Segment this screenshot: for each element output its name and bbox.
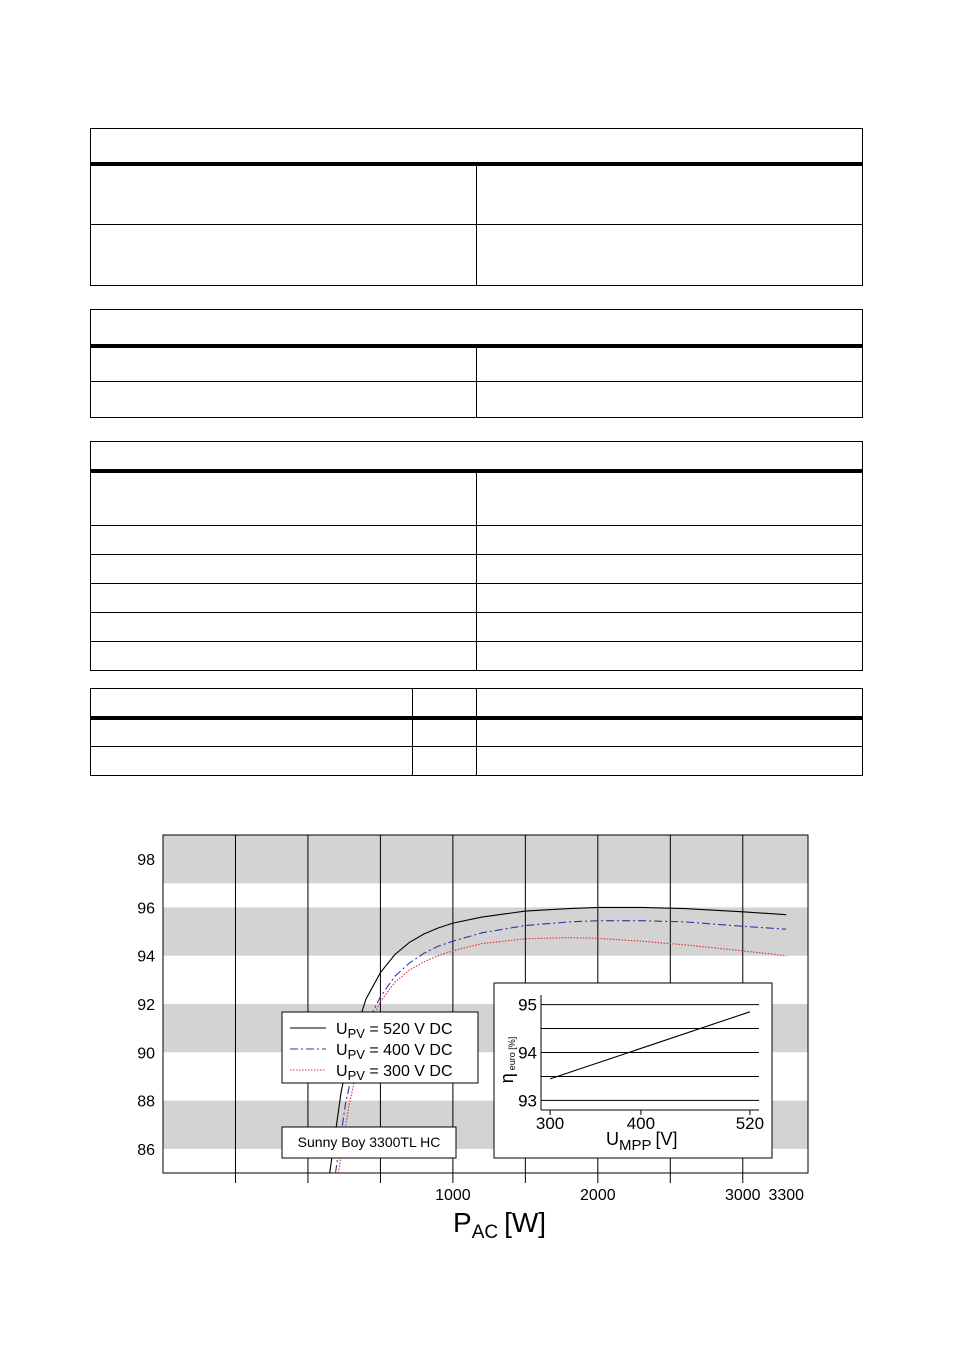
table-header-cell bbox=[477, 689, 863, 718]
legend bbox=[282, 1012, 478, 1083]
table-cell bbox=[477, 346, 863, 382]
table-cell bbox=[477, 642, 863, 671]
table-cell bbox=[91, 382, 477, 418]
y-tick-label: 92 bbox=[137, 997, 155, 1014]
table-cell bbox=[91, 718, 413, 747]
table-4 bbox=[90, 688, 863, 776]
x-tick-labels bbox=[435, 1187, 804, 1204]
table-cell bbox=[477, 225, 863, 286]
table-cell bbox=[477, 718, 863, 747]
efficiency-chart bbox=[0, 820, 954, 1280]
table-header bbox=[91, 129, 863, 164]
table-cell bbox=[413, 718, 477, 747]
x-tick-label: 3300 bbox=[768, 1187, 805, 1204]
x-axis-label: $P_{AC}$ [W] bbox=[453, 1207, 547, 1243]
plot-band bbox=[163, 835, 808, 883]
table-header-cell bbox=[91, 689, 413, 718]
y-tick-label: 96 bbox=[137, 900, 155, 918]
legend-label: $U_{PV} = 300$ V DC bbox=[336, 1063, 453, 1083]
table-cell bbox=[91, 613, 477, 642]
table-cell bbox=[91, 642, 477, 671]
table-2 bbox=[90, 309, 863, 418]
table-cell bbox=[91, 164, 477, 225]
table-cell bbox=[477, 471, 863, 526]
inset-chart bbox=[494, 983, 772, 1158]
table-header bbox=[91, 442, 863, 471]
table-cell bbox=[91, 346, 477, 382]
inset-y-tick-label: 93 bbox=[518, 1091, 537, 1111]
model-annotation bbox=[282, 1127, 456, 1158]
table-cell bbox=[477, 613, 863, 642]
inset-y-tick-label: 94 bbox=[518, 1043, 537, 1063]
x-tick-label: 3000 bbox=[724, 1187, 761, 1204]
x-tick-label: 2000 bbox=[580, 1187, 616, 1204]
table-header-cell bbox=[413, 689, 477, 718]
y-tick-label: 90 bbox=[137, 1045, 155, 1063]
y-tick-label: 88 bbox=[137, 1093, 155, 1111]
y-tick-label: 94 bbox=[137, 948, 155, 966]
x-tick-label: 1000 bbox=[435, 1187, 471, 1204]
table-cell bbox=[477, 164, 863, 225]
table-cell bbox=[477, 747, 863, 776]
table-3 bbox=[90, 441, 863, 671]
legend-label: $U_{PV} = 520$ V DC bbox=[336, 1021, 453, 1041]
inset-x-tick-label: 520 bbox=[735, 1114, 765, 1133]
table-1 bbox=[90, 128, 863, 286]
table-cell bbox=[91, 584, 477, 613]
table-cell bbox=[91, 747, 413, 776]
table-header bbox=[91, 310, 863, 346]
table-cell bbox=[477, 555, 863, 584]
table-cell bbox=[477, 526, 863, 555]
inset-x-tick-label: 300 bbox=[535, 1114, 565, 1133]
inset-y-tick-label: 95 bbox=[518, 995, 537, 1015]
inset-x-axis-label: $U_{MPP}$ [V] bbox=[606, 1129, 678, 1154]
legend-label: $U_{PV} = 400$ V DC bbox=[336, 1042, 453, 1062]
inset-y-axis-label: ηeuro [%] bbox=[497, 1036, 517, 1084]
table-cell bbox=[91, 471, 477, 526]
table-cell bbox=[91, 225, 477, 286]
table-cell bbox=[477, 382, 863, 418]
y-tick-labels bbox=[137, 852, 155, 1159]
table-cell bbox=[91, 526, 477, 555]
y-tick-label: 98 bbox=[137, 852, 155, 870]
table-cell bbox=[477, 584, 863, 613]
inset-x-tick-label: 400 bbox=[626, 1114, 656, 1133]
annotation-text: Sunny Boy 3300TL HC bbox=[297, 1134, 441, 1150]
y-tick-label: 86 bbox=[137, 1141, 155, 1159]
plot-band bbox=[163, 907, 808, 955]
table-cell bbox=[91, 555, 477, 584]
table-cell bbox=[413, 747, 477, 776]
